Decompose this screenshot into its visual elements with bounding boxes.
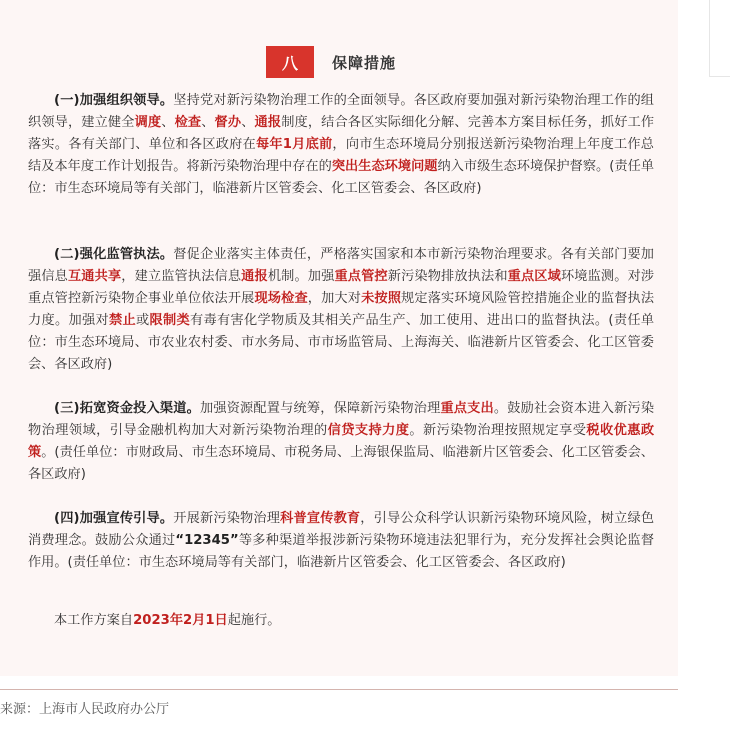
highlight-text: 突出生态环境问题 <box>331 159 438 174</box>
section-number-badge: 八 <box>266 46 314 78</box>
body-text: 、 <box>201 115 215 130</box>
lead-text: (一)加强组织领导。 <box>54 93 174 108</box>
body-text: 机制。加强 <box>267 269 335 284</box>
body-text: 开展新污染物治理 <box>173 511 281 526</box>
highlight-text: 2023年2月1日 <box>133 613 228 628</box>
side-frame <box>709 0 730 77</box>
section-title: 保障措施 <box>332 53 397 72</box>
body-text: 等多种渠道举报涉新污染物环境违法犯罪行为，充分发挥社会舆论监督作用。(责任单位：市生态环境局等有关部门，临港新片区管委会、化工区管委会、各区政府) <box>28 533 655 570</box>
source-divider <box>0 689 678 690</box>
source-label: 来源：上海市人民政府办公厅 <box>0 702 170 717</box>
paragraph-publicity-guidance <box>28 508 654 574</box>
highlight-text: 限制类 <box>149 313 190 328</box>
body-text: 规定落实环境风险管控措施企业的监督执法力度。加强对 <box>28 291 655 328</box>
body-text: 督促企业落实主体责任，严格落实国家和本市新污染物治理要求。各有关部门要加强信息 <box>28 247 654 284</box>
lead-text: “12345” <box>175 533 239 548</box>
highlight-text: 通报 <box>254 115 282 130</box>
highlight-text: 税收优惠政策 <box>28 423 655 460</box>
body-text: 纳入市级生态环境保护督察。(责任单位：市生态环境局等有关部门，临港新片区管委会、化工区管委会、各区政府) <box>28 159 655 196</box>
highlight-text: 科普宣传教育 <box>280 511 361 526</box>
body-text: ，引导公众科学认识新污染物环境风险，树立绿色消费理念。鼓励公众通过 <box>28 511 655 548</box>
body-text: 新污染物排放执法和 <box>387 269 508 284</box>
body-text: ，加大对 <box>307 291 362 306</box>
highlight-text: 督办 <box>214 115 242 130</box>
body-text: 加强资源配置与统筹，保障新污染物治理 <box>199 401 441 416</box>
highlight-text: 互通共享 <box>67 269 122 284</box>
highlight-text: 重点支出 <box>440 401 494 416</box>
lead-text: (四)加强宣传引导。 <box>54 511 174 526</box>
highlight-text: 重点管控 <box>334 269 388 284</box>
body-text: 、 <box>161 115 175 130</box>
highlight-text: 检查 <box>174 115 202 130</box>
body-text: 坚持党对新污染物治理工作的全面领导。各区政府要加强对新污染物治理工作的组织领导，建立健全 <box>28 93 654 130</box>
body-text: ，建立监管执法信息 <box>121 269 242 284</box>
highlight-text: 每年1月底前 <box>255 137 333 152</box>
section-heading <box>266 46 396 78</box>
body-text: 本工作方案自 <box>54 613 134 628</box>
body-text: 环境监测。对涉重点管控新污染物企事业单位依法开展 <box>28 269 655 306</box>
paragraph-organization-leadership <box>28 90 654 200</box>
body-text: 起施行。 <box>227 613 281 628</box>
highlight-text: 现场检查 <box>254 291 308 306</box>
highlight-text: 通报 <box>241 269 268 284</box>
highlight-text: 禁止 <box>108 313 136 328</box>
paragraph-supervision-enforcement <box>28 244 654 376</box>
body-text: 制度，结合各区实际细化分解、完善本方案目标任务，抓好工作落实。各有关部门、单位和各区政府在 <box>28 115 655 152</box>
body-text: 有毒有害化学物质及其相关产品生产、加工使用、进出口的监督执法。(责任单位：市生态环境局、市农业农村委、市水务局、市市场监管局、上海海关、临港新片区管委会、化工区管委会、各区政府) <box>28 313 655 372</box>
paragraph-effective-date <box>28 610 654 632</box>
highlight-text: 调度 <box>134 115 162 130</box>
body-text: ，向市生态环境局分别报送新污染物治理上年度工作总结及本年度工作计划报告。将新污染物治理中存在的 <box>28 137 654 174</box>
highlight-text: 重点区域 <box>507 269 561 284</box>
body-text: 。新污染物治理按照规定享受 <box>409 423 587 438</box>
lead-text: (三)拓宽资金投入渠道。 <box>54 401 200 416</box>
highlight-text: 未按照 <box>361 291 402 306</box>
lead-text: (二)强化监管执法。 <box>54 247 174 262</box>
body-text: 或 <box>135 313 150 328</box>
paragraph-funding-channels <box>28 398 654 486</box>
body-text: 、 <box>241 115 255 130</box>
body-text: 。鼓励社会资本进入新污染物治理领域，引导金融机构加大对新污染物治理的 <box>28 401 655 438</box>
body-text: 。(责任单位：市财政局、市生态环境局、市税务局、上海银保监局、临港新片区管委会、化工区管委会、各区政府) <box>28 445 654 482</box>
highlight-text: 信贷支持力度 <box>327 423 410 438</box>
